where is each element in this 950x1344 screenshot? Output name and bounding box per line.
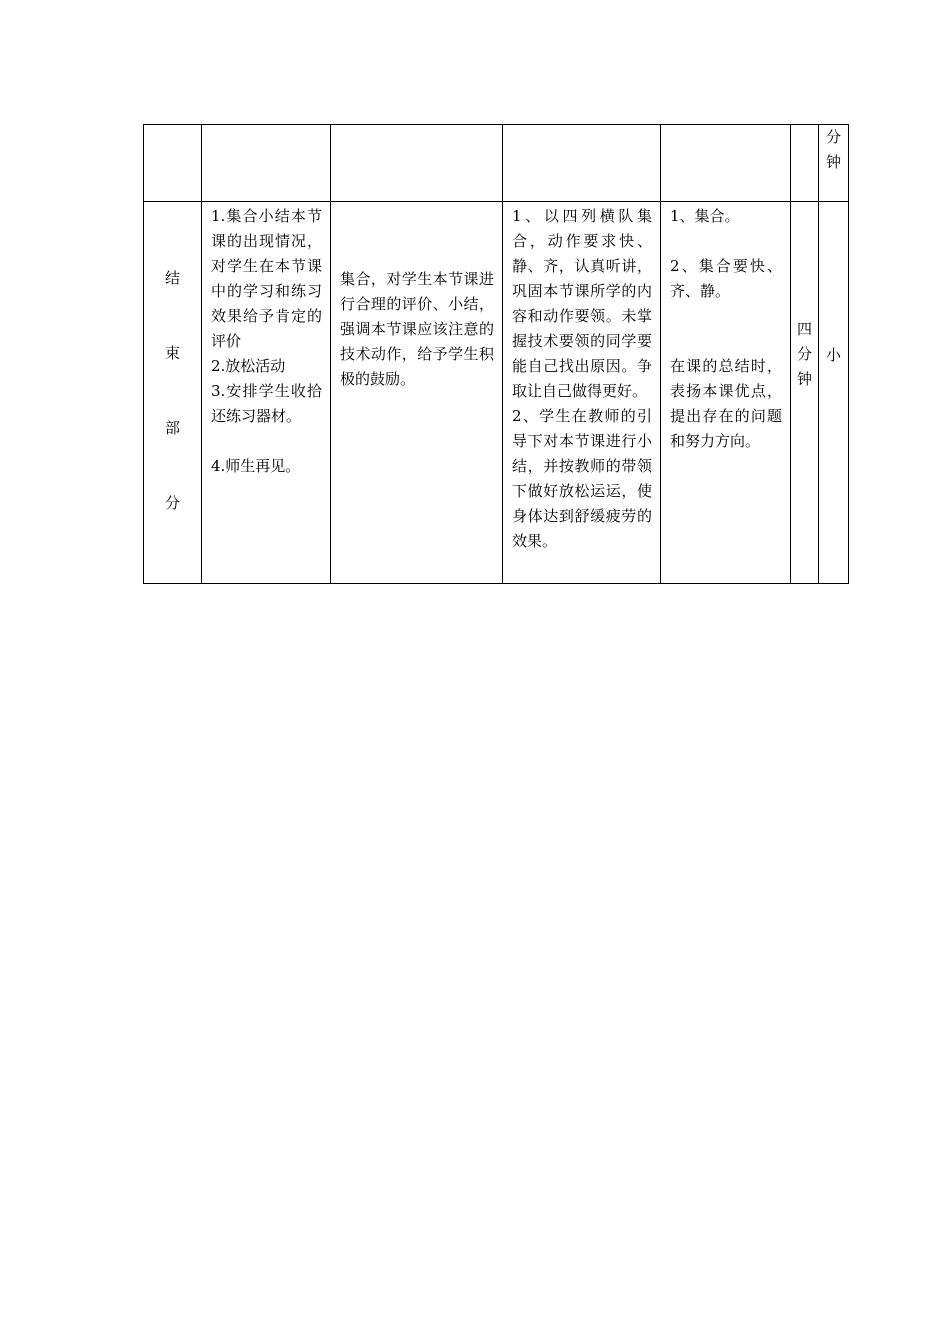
- lesson-plan-table: [143, 124, 849, 584]
- student-activity-item-2: 2、学生在教师的引导下对本节课进行小结，并按教师的带领下做好放松运运，使身体达到舒缓疲劳的效果。: [512, 407, 652, 550]
- top-unit-char-1: 分: [825, 128, 841, 146]
- section-label-char-3: 部: [164, 419, 180, 437]
- time-char-1: 四: [796, 320, 812, 338]
- section-label-char-2: 束: [164, 344, 180, 362]
- student-activity-cell: [503, 202, 661, 584]
- intensity-text: 小: [825, 346, 841, 364]
- top-cell-content: [202, 125, 331, 202]
- top-unit-char-2: 钟: [825, 153, 841, 171]
- table-row-top: [144, 125, 849, 202]
- section-label-cell: [144, 202, 202, 584]
- top-cell-intensity: [819, 125, 849, 202]
- top-cell-time: [791, 125, 819, 202]
- top-cell-student: [503, 125, 661, 202]
- top-cell-teacher: [331, 125, 503, 202]
- intensity-cell: [819, 202, 849, 584]
- organization-item-3: 在课的总结时，表扬本课优点，提出存在的问题和努力方向。: [670, 357, 782, 450]
- table-row-ending-section: [144, 202, 849, 584]
- section-label-char-1: 结: [164, 269, 180, 287]
- teacher-activity-cell: [331, 202, 503, 584]
- content-item-4: 4.师生再见。: [211, 457, 301, 475]
- top-cell-organization: [661, 125, 791, 202]
- top-cell-section: [144, 125, 202, 202]
- organization-cell: [661, 202, 791, 584]
- content-item-1: 1.集合小结本节课的出现情况，对学生在本节课中的学习和练习效果给予肯定的评价: [211, 207, 322, 350]
- content-item-2: 2.放松活动: [211, 357, 286, 375]
- time-cell: [791, 202, 819, 584]
- content-cell: [202, 202, 331, 584]
- time-char-3: 钟: [796, 370, 812, 388]
- organization-item-1: 1、集合。: [670, 207, 740, 225]
- organization-item-2: 2、集合要快、齐、静。: [670, 257, 782, 300]
- content-item-3: 3.安排学生收拾还练习器材。: [211, 382, 322, 425]
- teacher-activity-text: 集合，对学生本节课进行合理的评价、小结，强调本节课应该注意的技术动作，给予学生积极的鼓励。: [340, 270, 494, 388]
- time-char-2: 分: [796, 345, 812, 363]
- section-label-char-4: 分: [164, 494, 180, 512]
- student-activity-item-1: 1、以四列横队集合，动作要求快、静、齐，认真听讲，巩固本节课所学的内容和动作要领。未掌握技术要领的同学要能自己找出原因。争取让自己做得更好。: [512, 207, 652, 400]
